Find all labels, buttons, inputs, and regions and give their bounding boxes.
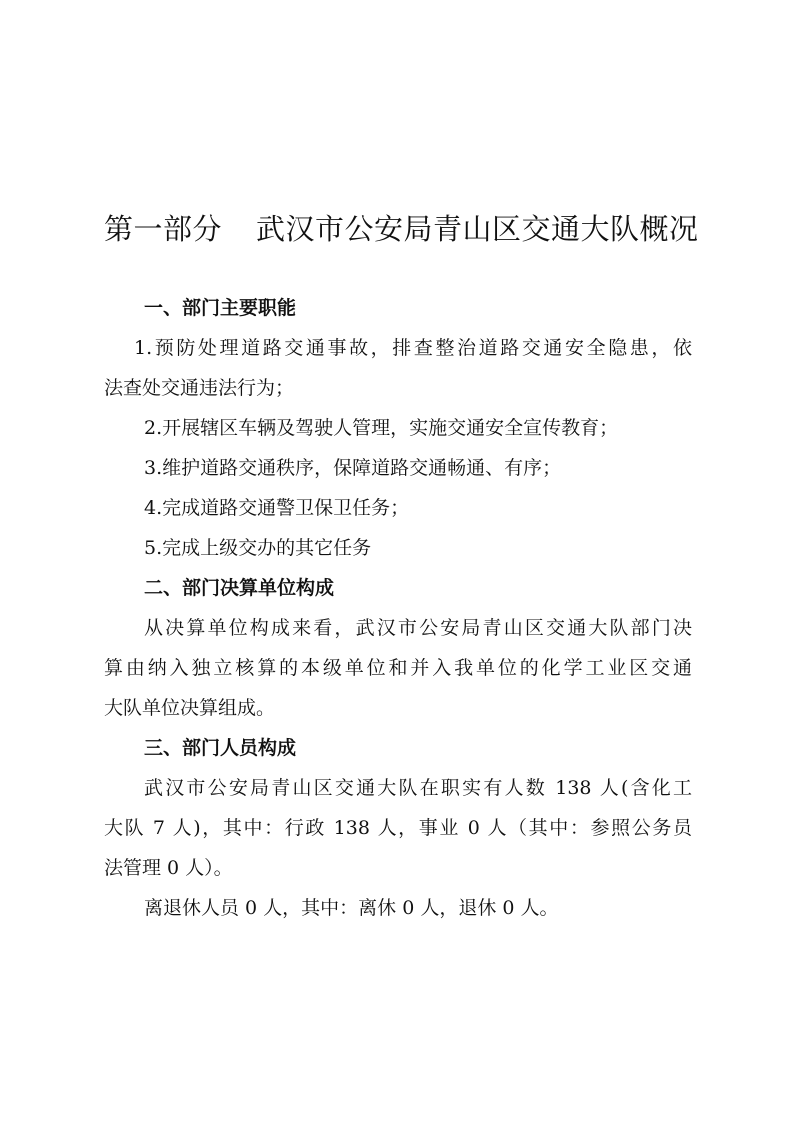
retired-staff-paragraph: 离退休人员 0 人，其中：离休 0 人，退休 0 人。 bbox=[144, 897, 559, 919]
page-title bbox=[104, 206, 704, 252]
title-name: 武汉市公安局青山区交通大队概况 bbox=[256, 212, 699, 246]
function-item-1-line-2: 法查处交通违法行为； bbox=[104, 377, 295, 399]
section-heading-staff: 三、部门人员构成 bbox=[144, 737, 297, 759]
units-paragraph-line-3: 大队单位决算组成。 bbox=[104, 697, 276, 719]
function-item-1-line-1: 1.预防处理道路交通事故，排查整治道路交通安全隐患，依 bbox=[134, 337, 692, 359]
units-paragraph-line-2: 算由纳入独立核算的本级单位和并入我单位的化学工业区交通 bbox=[104, 657, 692, 679]
title-part: 第一部分 bbox=[104, 212, 223, 246]
function-item-2: 2.开展辖区车辆及驾驶人管理，实施交通安全宣传教育； bbox=[144, 417, 619, 439]
staff-paragraph-line-3: 法管理 0 人）。 bbox=[104, 857, 233, 879]
units-paragraph-line-1: 从决算单位构成来看，武汉市公安局青山区交通大队部门决 bbox=[144, 617, 692, 639]
section-heading-units: 二、部门决算单位构成 bbox=[144, 577, 335, 599]
section-heading-functions: 一、部门主要职能 bbox=[144, 297, 297, 319]
function-item-4: 4.完成道路交通警卫保卫任务； bbox=[144, 497, 410, 519]
staff-paragraph-line-1: 武汉市公安局青山区交通大队在职实有人数 138 人(含化工 bbox=[144, 777, 692, 799]
function-item-5: 5.完成上级交办的其它任务 bbox=[144, 537, 372, 559]
document-body bbox=[104, 288, 692, 928]
staff-paragraph-line-2: 大队 7 人)，其中：行政 138 人，事业 0 人（其中：参照公务员 bbox=[104, 817, 692, 839]
function-item-3: 3.维护道路交通秩序，保障道路交通畅通、有序； bbox=[144, 457, 562, 479]
